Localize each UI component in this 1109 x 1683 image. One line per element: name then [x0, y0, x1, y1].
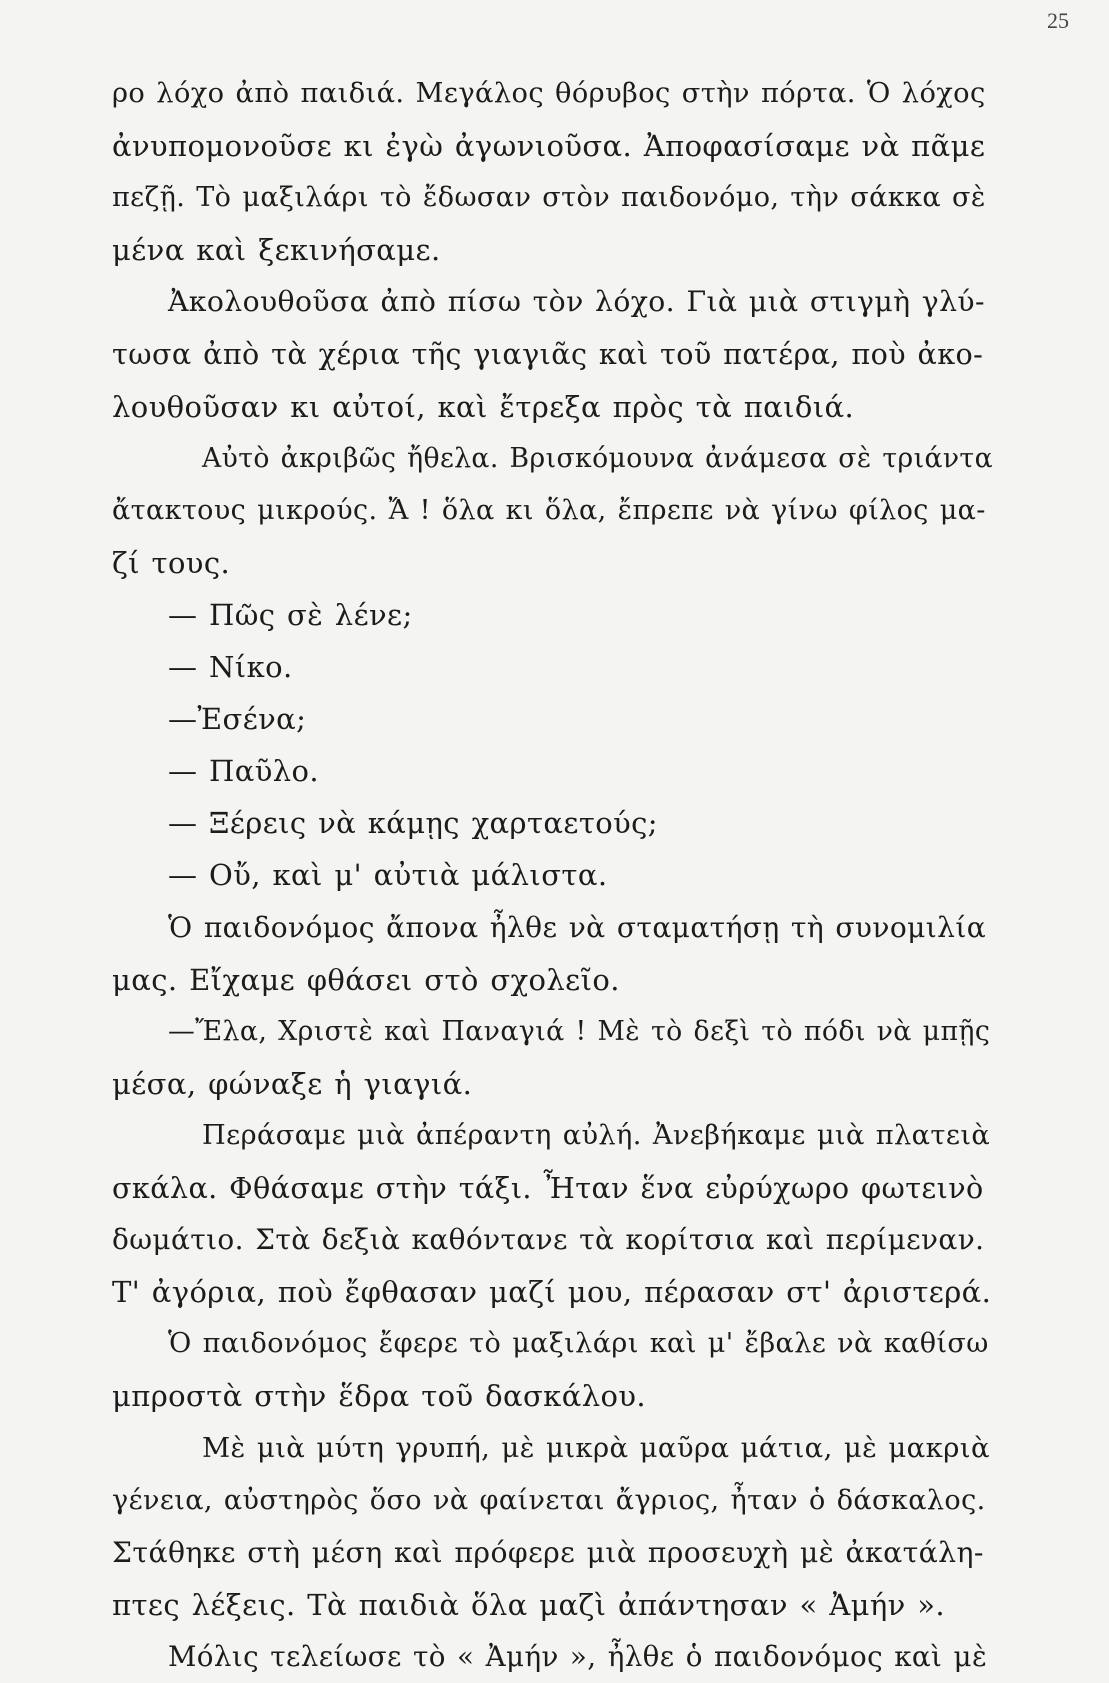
text-line: πτες λέξεις. Τὰ παιδιὰ ὅλα μαζὶ ἀπάντησαν « Ἀμήν ». [112, 1587, 946, 1622]
text-line: λουθοῦσαν κι αὐτοί, καὶ ἔτρεξα πρὸς τὰ παιδιά. [112, 389, 855, 424]
dialogue-line: — Νίκο. [168, 650, 293, 685]
text-line: ἀνυπομονοῦσε κι ἐγὼ ἀγωνιοῦσα. Ἀποφασίσαμε νὰ πᾶμε [112, 129, 986, 164]
text-line: σκάλα. Φθάσαμε στὴν τάξι. Ἦταν ἕνα εὐρύχωρο φωτεινὸ [112, 1170, 984, 1205]
dialogue-line: — Οὔ, καὶ μ' αὐτιὰ μάλιστα. [168, 858, 608, 893]
dialogue-line: — Ξέρεις νὰ κάμῃς χαρταετούς; [168, 806, 658, 841]
paragraph-start-line: Αὐτὸ ἀκριβῶς ἤθελα. Βρισκόμουνα ἀνάμεσα σὲ τριάντα [202, 442, 993, 474]
text-line: ζί τους. [112, 545, 231, 580]
text-line: μας. Εἴχαμε φθάσει στὸ σχολεῖο. [112, 962, 620, 997]
text-line: μένα καὶ ξεκινήσαμε. [112, 233, 441, 268]
text-line: Στάθηκε στὴ μέση καὶ πρόφερε μιὰ προσευχὴ μὲ ἀκατάλη- [112, 1535, 984, 1569]
paragraph-start-line: Ἀκολουθοῦσα ἀπὸ πίσω τὸν λόχο. Γιὰ μιὰ στιγμὴ γλύ- [168, 285, 985, 319]
paragraph-start-line: Μὲ μιὰ μύτη γρυπή, μὲ μικρὰ μαῦρα μάτια, μὲ μακριὰ [202, 1432, 990, 1465]
paragraph-start-line: Ὁ παιδονόμος ἄπονα ἦλθε νὰ σταματήσῃ τὴ συνομιλία [168, 910, 987, 944]
dialogue-line: —Ἔλα, Χριστὲ καὶ Παναγιά ! Μὲ τὸ δεξὶ τὸ πόδι νὰ μπῇς [168, 1015, 991, 1047]
text-line: γένεια, αὐστηρὸς ὅσο νὰ φαίνεται ἄγριος, ἦταν ὁ δάσκαλος. [112, 1484, 986, 1516]
paragraph-start-line: Μόλις τελείωσε τὸ « Ἀμήν », ἦλθε ὁ παιδονόμος καὶ μὲ [168, 1639, 988, 1673]
text-line: μπροστὰ στὴν ἕδρα τοῦ δασκάλου. [112, 1379, 646, 1414]
paragraph-start-line: Ὁ παιδονόμος ἔφερε τὸ μαξιλάρι καὶ μ' ἔβαλε νὰ καθίσω [168, 1328, 989, 1360]
text-line: ρο λόχο ἀπὸ παιδιά. Μεγάλος θόρυβος στὴν πόρτα. Ὁ λόχος [112, 78, 986, 109]
dialogue-line: — Παῦλο. [168, 754, 319, 789]
body-text [112, 68, 992, 1683]
text-line: τωσα ἀπὸ τὰ χέρια τῆς γιαγιᾶς καὶ τοῦ πατέρα, ποὺ ἀκο- [112, 337, 984, 372]
paragraph-start-line: Περάσαμε μιὰ ἀπέραντη αὐλή. Ἀνεβήκαμε μιὰ πλατειὰ [202, 1119, 991, 1151]
text-line: Τ' ἀγόρια, ποὺ ἔφθασαν μαζί μου, πέρασαν στ' ἀριστερά. [112, 1275, 992, 1310]
text-line: ἄτακτους μικρούς. Ἄ ! ὅλα κι ὅλα, ἔπρεπε νὰ γίνω φίλος μα- [112, 494, 986, 526]
dialogue-line: — Πῶς σὲ λένε; [168, 597, 413, 632]
text-line: μέσα, φώναξε ἡ γιαγιά. [112, 1066, 473, 1101]
page-number: 25 [1047, 8, 1069, 33]
text-line: δωμάτιο. Στὰ δεξιὰ καθόντανε τὰ κορίτσια καὶ περίμεναν. [112, 1223, 985, 1257]
text-line: πεζῇ. Τὸ μαξιλάρι τὸ ἔδωσαν στὸν παιδονόμο, τὴν σάκκα σὲ [112, 182, 986, 214]
dialogue-line: —Ἐσένα; [168, 702, 307, 737]
